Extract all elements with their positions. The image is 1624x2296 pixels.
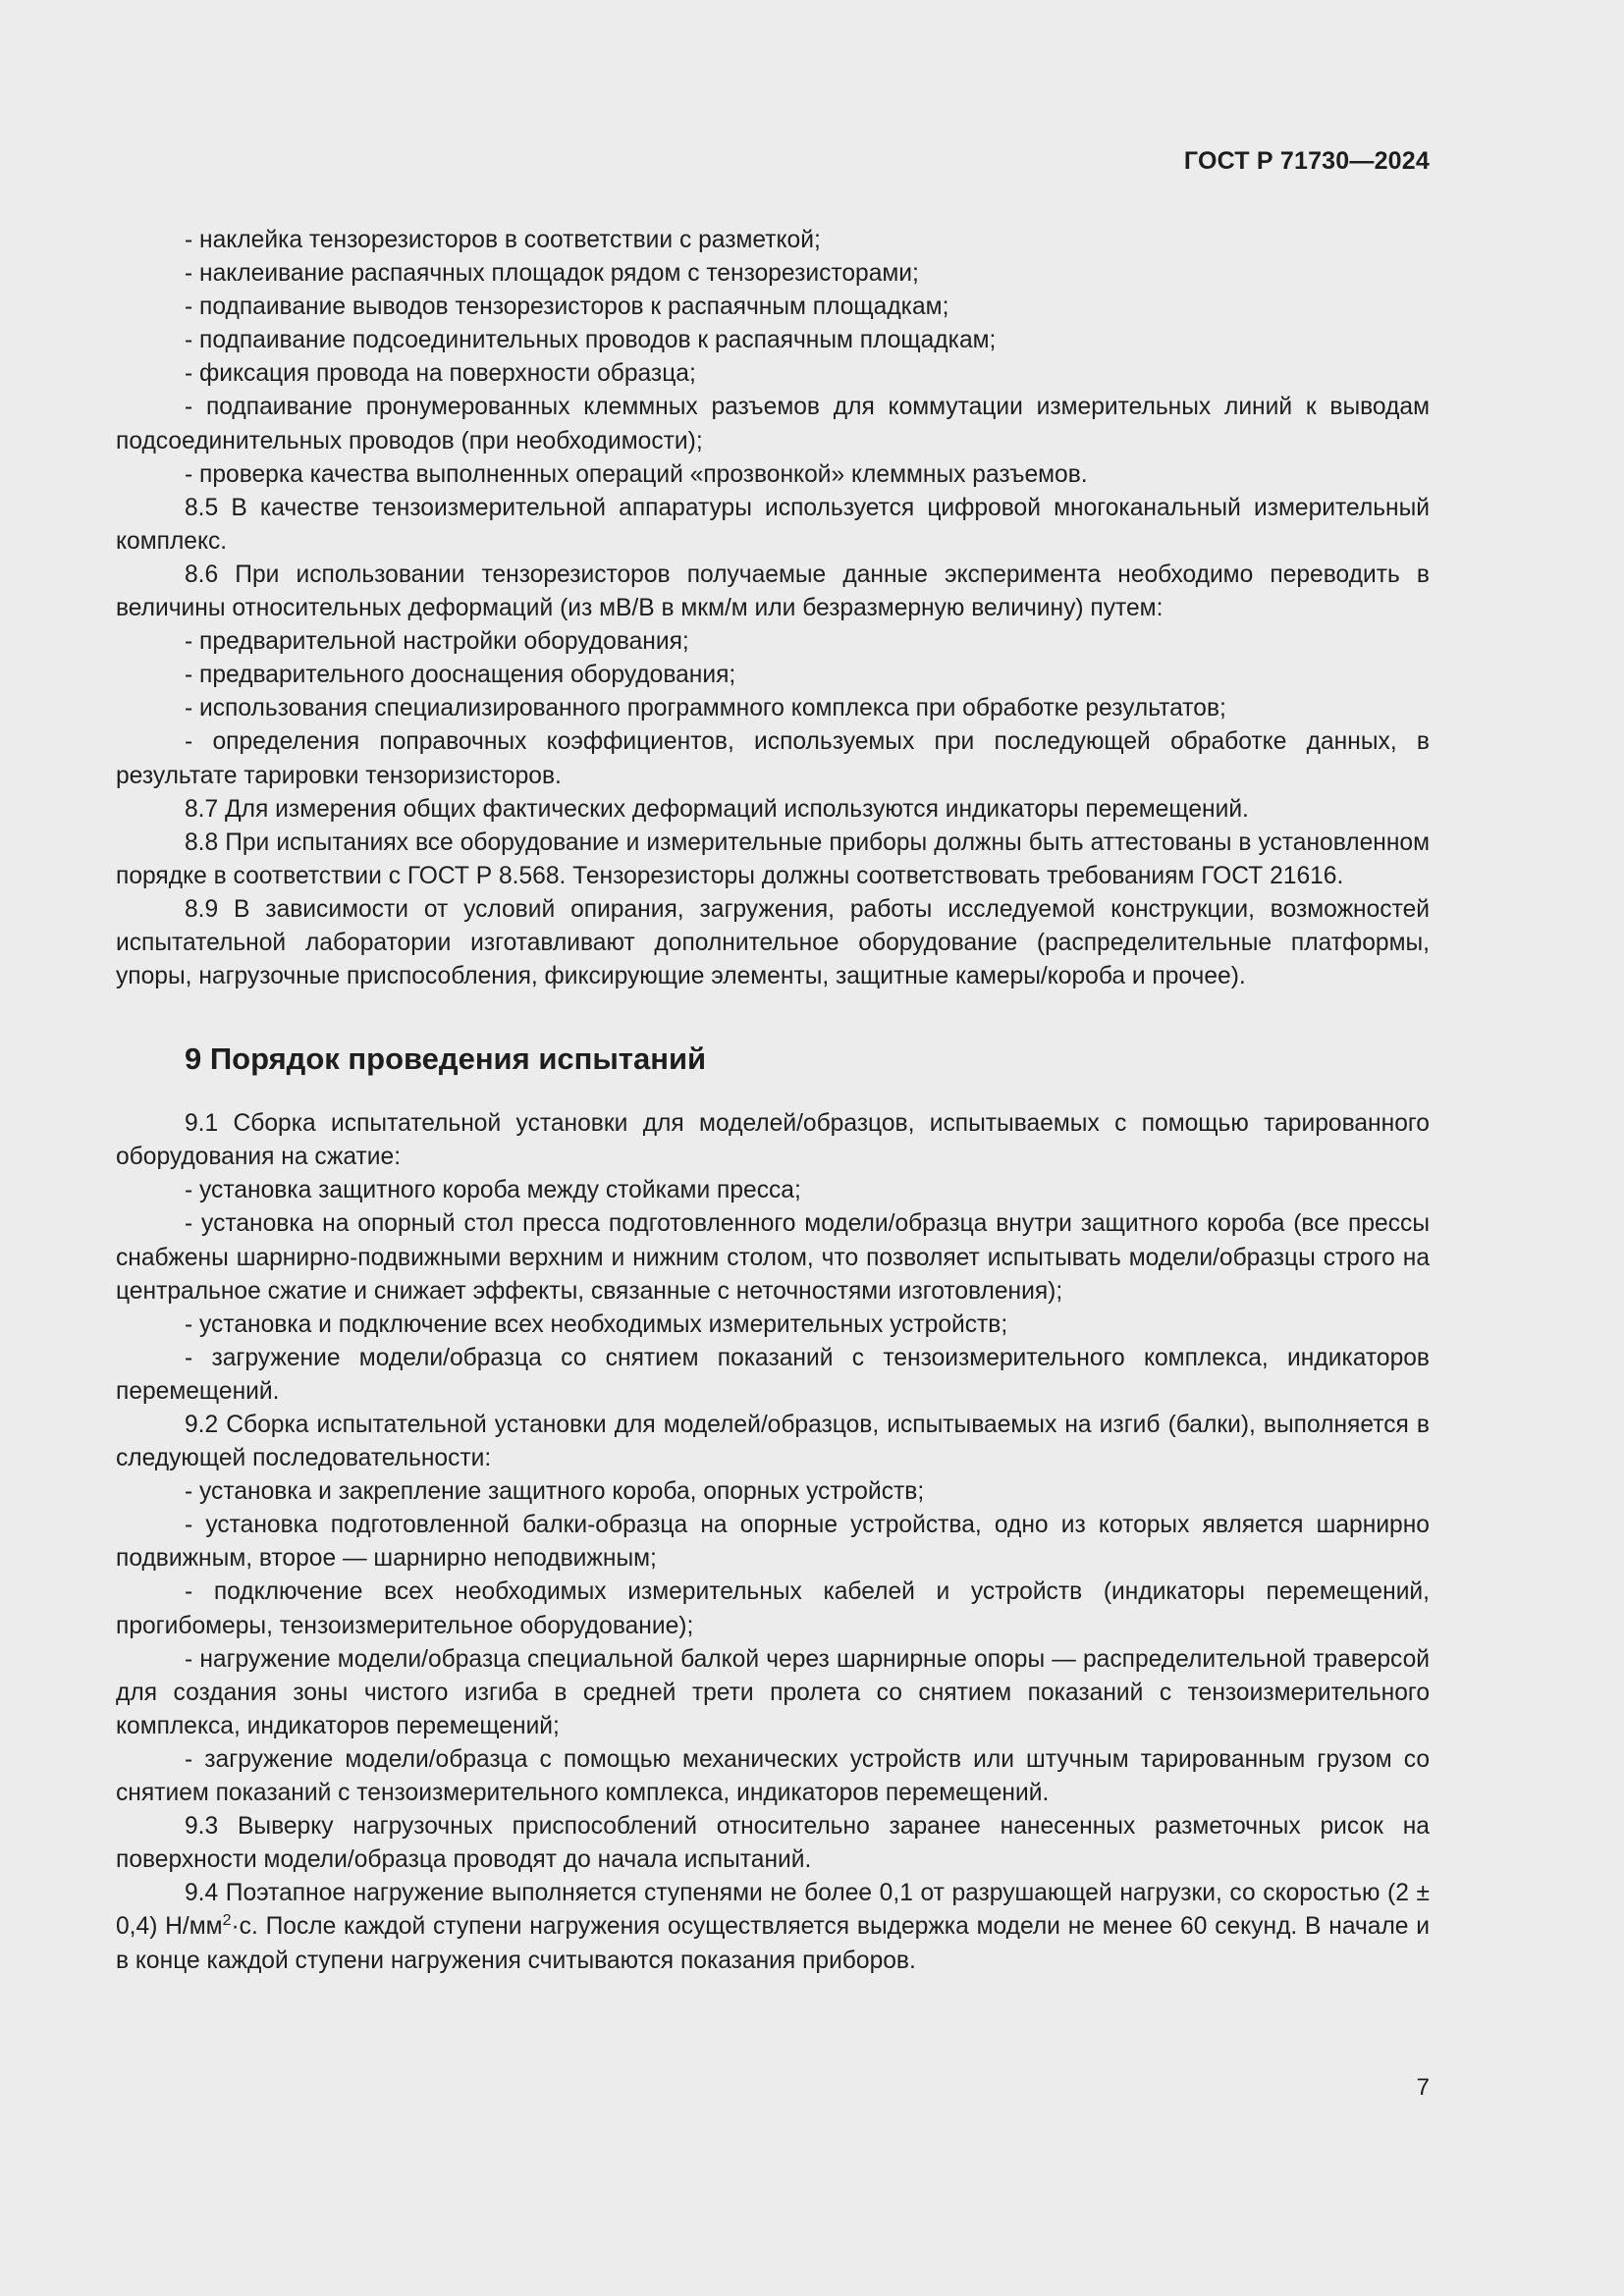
list-item: - установка защитного короба между стойками пресса; (185, 1177, 801, 1204)
list-item: - установка подготовленной балки-образца на опорные устройства, одно из которых является шарнирно подвижным, второе — шарнирно неподвижным; (116, 1512, 1430, 1573)
list-item: - предварительной настройки оборудования; (185, 628, 689, 656)
list-item: - загружение модели/образца с помощью механических устройств или штучным тарированным грузом со снятием показаний с тензоизмерительного комплекса, индикаторов перемещений. (116, 1745, 1430, 1807)
paragraph-8-5: 8.5 В качестве тензоизмерительной аппаратуры используется цифровой многоканальный измерительный комплекс. (116, 494, 1430, 555)
paragraph-8-6: 8.6 При использовании тензорезисторов получаемые данные эксперимента необходимо переводить в величины относительных деформаций (из мВ/В в мкм/м или безразмерную величину) путем: (116, 561, 1430, 622)
list-item: - подключение всех необходимых измерительных кабелей и устройств (индикаторы перемещений, прогибомеры, тензоизмерительное оборудование); (116, 1578, 1430, 1639)
list-item: - фиксация провода на поверхности образца; (185, 360, 696, 388)
paragraph-9-3: 9.3 Выверку нагрузочных приспособлений относительно заранее нанесенных разметочных рисок на поверхности модели/образца проводят до начала испытаний. (116, 1813, 1430, 1874)
list-item: - подпаивание подсоединительных проводов к распаячным площадкам; (185, 327, 997, 354)
list-item: - нагружение модели/образца специальной балкой через шарнирные опоры — распределительной траверсой для создания зоны чистого изгиба в средней трети пролета со снятием показаний с тензоизмерительного комплекса, индикаторов перемещений; (116, 1645, 1430, 1739)
list-item: - определения поправочных коэффициентов, используемых при последующей обработке данных, в результате тарировки тензоризисторов. (116, 728, 1430, 789)
list-item: - установка на опорный стол пресса подготовленного модели/образца внутри защитного короба (все прессы снабжены шарнирно-подвижными верхним и нижним столом, что позволяет испытывать модели/образцы строго на центральное сжатие и снижает эффекты, связанные с неточностями изготовления); (116, 1210, 1430, 1305)
paragraph-8-7: 8.7 Для измерения общих фактических деформаций используются индикаторы перемещений. (185, 795, 1249, 823)
paragraph-9-4 (116, 1877, 1430, 1977)
paragraph-9-2: 9.2 Сборка испытательной установки для моделей/образцов, испытываемых на изгиб (балки), выполняется в следующей последовательности: (116, 1412, 1430, 1472)
list-item: - проверка качества выполненных операций «прозвонкой» клеммных разъемов. (185, 460, 1088, 488)
paragraph-9-4-part-a: 9.4 Поэтапное нагружение выполняется ступенями не более 0,1 от разрушающей нагрузки, со скоростью (2 ± 0,4) Н/мм (116, 1880, 1430, 1941)
list-item: - установка и подключение всех необходимых измерительных устройств; (185, 1310, 1008, 1338)
list-item: - загружение модели/образца со снятием показаний с тензоизмерительного комплекса, индикаторов перемещений. (116, 1344, 1430, 1405)
list-item: - использования специализированного программного комплекса при обработке результатов; (185, 695, 1226, 722)
superscript-exponent: 2 (222, 1912, 232, 1930)
paragraph-9-1: 9.1 Сборка испытательной установки для моделей/образцов, испытываемых с помощью тарированного оборудования на сжатие: (116, 1110, 1430, 1171)
list-item: - подпаивание выводов тензорезисторов к распаячным площадкам; (185, 294, 949, 321)
list-item: - подпаивание пронумерованных клеммных разъемов для коммутации измерительных линий к выводам подсоединительных проводов (при необходимости); (116, 394, 1430, 454)
list-item: - наклеивание распаячных площадок рядом с тензорезисторами; (185, 260, 919, 288)
list-item: - предварительного дооснащения оборудования; (185, 662, 736, 689)
page-number: 7 (1416, 2074, 1430, 2101)
list-item: - установка и закрепление защитного короба, опорных устройств; (185, 1478, 925, 1506)
document-number: ГОСТ Р 71730—2024 (1183, 147, 1430, 175)
document-body (116, 224, 1430, 1978)
paragraph-8-8: 8.8 При испытаниях все оборудование и измерительные приборы должны быть аттестованы в установленном порядке в соответствии с ГОСТ Р 8.568. Тензорезисторы должны соответствовать требованиям ГОСТ 21616. (116, 828, 1430, 889)
paragraph-8-9: 8.9 В зависимости от условий опирания, загружения, работы исследуемой конструкции, возможностей испытательной лаборатории изготавливают дополнительное оборудование (распределительные платформы, упоры, нагрузочные приспособления, фиксирующие элементы, защитные камеры/короба и прочее). (116, 895, 1430, 990)
section-9-heading: 9 Порядок проведения испытаний (185, 1041, 707, 1077)
paragraph-9-4-part-b: ·с. После каждой ступени нагружения осуществляется выдержка модели не менее 60 секунд. В начале и в конце каждой ступени нагружения считываются показания приборов. (116, 1913, 1430, 1974)
list-item: - наклейка тензорезисторов в соответствии с разметкой; (185, 227, 821, 253)
